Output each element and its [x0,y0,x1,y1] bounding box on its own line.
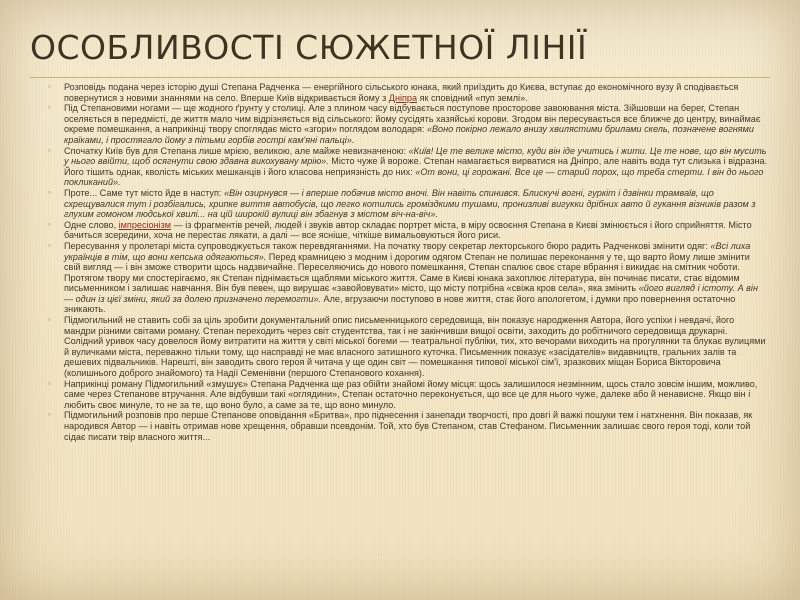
quote-text: «Київ! Це те велике місто, куди він іде учитись і жити. Це те нове, що він мусить у нього ввійти, щоб осягнути свою здавна викохувану мрію». [64,145,767,167]
wiki-link[interactable]: Дніпра [388,92,418,103]
bullet-icon: ▫ [48,219,51,229]
paragraph-text: Місто чуже й вороже. Степан намагається вирватися на Дніпро, але навіть вода тут слизька і відразна. Його тішить однак, кволість міських мешканців і його класова неприязність до них: [64,156,768,177]
quote-text: «Всі лиха українців в тім, що вони кепська одягаються». [64,240,751,262]
paragraph-text: Перед крамницею з модним і дорогим одягом Степан не полишає переконання у те, що варто йому лише змінити свій вигляд — і він зможе створити щось надзвичайне. Переселяючись до нового помешкання, Степан спалює своє старе вбрання і викидає на смітник чоботи. Протягом твору ми спостерігаємо, як Степан піднімається щаблями міського життя. Саме в Києві юнака захоплює література, він починає писати, стає відомим письменником і залишає навчання. Він був певен, що вирушає «завойовувати» місто, що місту потрібна «свіжа кров села», яка змінить [64,251,750,294]
bullet-icon: ▫ [48,315,51,325]
quote-text: «Він озирнувся — і вперше побачив місто вночі. Він навіть спинився. Блискучі вогні, гуркіт і дзвінки трамваїв, що схрещувалися тут і розбігались, хрипке виття автобусів, що легко котились громіздкими тушами, пронизливі вигукки дрібних авто й гукання візників разом з глухим гомоном людської хвилі... на цій широкій вулиці він збагнув з містом віч-на-віч». [64,187,756,220]
bullet-icon: ▫ [48,410,51,420]
bullet-paragraph [48,103,768,145]
bullet-paragraph [48,146,768,188]
bullet-paragraph [48,379,768,411]
bullet-icon: ▫ [48,145,51,155]
paragraph-text: Розповідь подана через історію душі Степана Радченка — енергійного сільського юнака, який приїздить до Києва, вступає до економічного вузу й сподівається повернутися з новими знаннями на село. Вперше Київ відкривається йому з [64,82,739,103]
quote-text: «Воно покірно лежало внизу хвилястими брилами скель, позначене вогнями країками, і простягало йому з пітьми горбів гострі кам'яні пальці». [64,124,754,145]
bullet-icon: ▫ [48,378,51,388]
bullet-paragraph [48,82,768,103]
bullet-paragraph [48,220,768,241]
bullet-icon: ▫ [48,82,51,91]
quote-text: «його вигляд і істоту. А він — один із цієї зміни, який за долею призначено перемогти». [64,283,758,304]
paragraph-text: Спочатку Київ був для Степана лише мрією, великою, але майже невизначеною: [64,145,409,156]
title-divider [30,77,770,78]
bullet-paragraph [48,410,768,442]
quote-text: «От вони, ці горожані. Все це — старий порох, що треба стерти. І він до нього покликаний». [64,166,764,188]
bullet-paragraph [48,241,768,315]
bullet-list [48,82,768,442]
paragraph-text: Пересування у пролетарі міста супроводжується також перевдяганнями. На початку твору секретар лекторського бюро радить Радченкові змінити одяг: [64,240,711,251]
paragraph-text: Одне слово, [64,219,119,230]
paragraph-text: Але, вгрузаючи поступово в нове життя, стає його апологетом, і думки про повернення остаточно зникають. [64,293,736,315]
paragraph-text: — із фрагментів речей, людей і звуків автор складає портрет міста, в міру освоєння Степана в Києві змінюється і його сприйняття. Місто бачиться зсередини, хоча не перестає лякати, а далі — все ясніше, чіткіше вимальовуються його риси. [64,219,752,241]
paragraph-text: Наприкінці роману Підмогильний «змушує» Степана Радченка ще раз обійти знайомі йому місця: щось залишилося незмінним, щось стало зовсім іншим, можливо, саме через Степанове втручання. Але відбувши такі «оглядини», Степан остаточно переконується, що все це для нього чуже, далеке або й ненависне. Якщо він і любить своє минуле, то не за те, що воно було, а саме за те, що воно минуло. [64,378,758,410]
bullet-paragraph [48,315,768,379]
paragraph-text: Підмогильний не ставить собі за ціль зробити документальний опис письменницького середовища, він показує народження Автора, його успіхи і невдачі, його мандри різними світами роману. Степан переходить через світ студентства, так і не закінчивши вищої освіти, заходить до робітничого середовища друкарні. Солідний уривок часу довелося йому витратити на життя у світі міської богеми — театральної публіки, тих, хто вечорами виходить на прогулянки та блукає вулицями й вуличками міста, переважно тільки тому, що насправді не має власного затишного куточка. Письменник показує «засідателів» видавництв, гральних залів та дешевих підвальчиків. Нарешті, він заводить свого героя й читача у ще один світ — помешкання типової міської сім'ї, зразкових міщан Бориса Вікторовича (колишнього доброго знайомого) та Надії Семенівни (першого Степанового кохання). [64,315,766,379]
bullet-icon: ▫ [48,187,51,197]
paragraph-text: Підмогильний розповів про перше Степанове оповідання «Бритва», про піднесення і занепади творчості, про довгі й важкі пошуки тем і натхнення. Він показав, як народився Автор — і навіть отримав нове хрещення, обравши псевдонім. Той, хто був Степаном, став Стефаном. Письменник залишає свого героя тоді, коли той сідає писати твір власного життя... [64,410,753,442]
bullet-icon: ▫ [48,240,51,250]
slide-title: ОСОБЛИВОСТІ СЮЖЕТНОЇ ЛІНІЇ [30,28,588,67]
paragraph-text: Проте... Саме тут місто йде в наступ: [64,187,224,198]
wiki-link[interactable]: імпресіонізм [118,219,172,230]
bullet-icon: ▫ [48,103,51,113]
paragraph-text: Під Степановими ногами — ще жодного ґрунту у столиці. Але з плином часу відбувається поступове просторове завоювання міста. Зійшовши на берег, Степан оселяється в передмісті, де життя мало чим відрізняється від сільського: йому сусідять хазяйські корови. Згодом він пересувається все ближче до центру, винаймає окреме помешкання, а наприкінці твору споглядає місто «згори» поглядом володаря: [64,103,761,135]
bullet-paragraph [48,188,768,220]
paragraph-text: як сповідний «пуп землі». [417,92,528,103]
